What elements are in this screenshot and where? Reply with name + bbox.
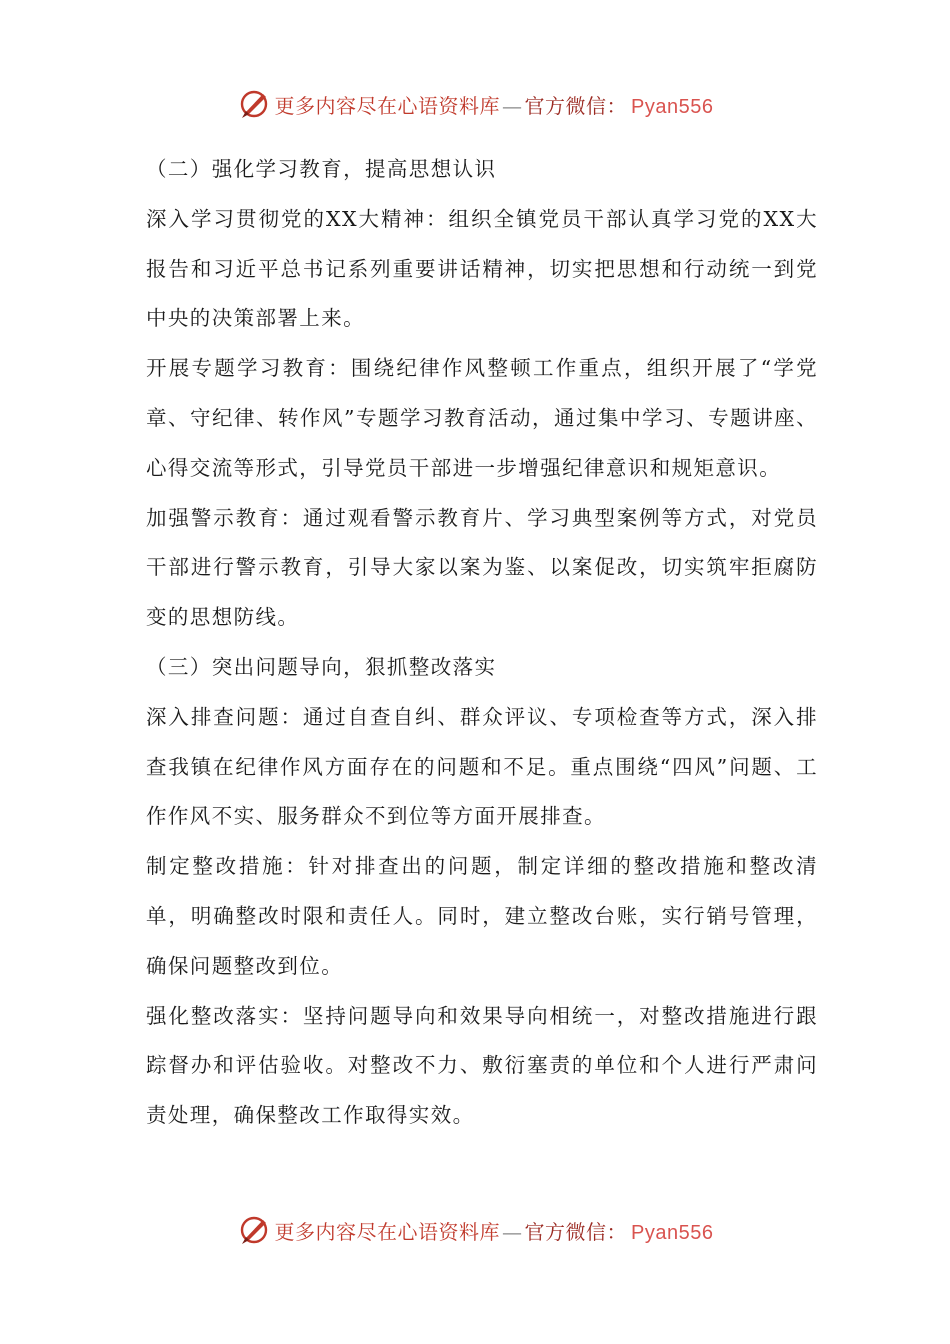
banner-main-text: 更多内容尽在心语资料库 xyxy=(274,93,501,118)
section-heading: （三）突出问题导向，狠抓整改落实 xyxy=(146,654,497,679)
section-heading: （二）强化学习教育，提高思想认识 xyxy=(146,157,497,181)
paragraph: 强化整改落实：坚持问题导向和效果导向相统一，对整改措施进行跟踪督办和评估验收。对整改不力、敷衍塞责的单位和个人进行严肃问责处理，确保整改工作取得实效。 xyxy=(146,1003,818,1128)
paragraph: 深入学习贯彻党的XX大精神：组织全镇党员干部认真学习党的XX大报告和习近平总书记系列重要讲话精神，切实把思想和行动统一到党中央的决策部署上来。 xyxy=(146,206,818,331)
banner-dash: — xyxy=(502,1219,523,1244)
pen-logo-icon xyxy=(237,1213,271,1247)
paragraph: 开展专题学习教育：围绕纪律作风整顿工作重点，组织开展了“学党章、守纪律、转作风”专题学习教育活动，通过集中学习、专题讲座、心得交流等形式，引导党员干部进一步增强纪律意识和规矩意识。 xyxy=(146,356,818,480)
header-banner xyxy=(0,84,950,124)
paragraph: 制定整改措施：针对排查出的问题，制定详细的整改措施和整改清单，明确整改时限和责任人。同时，建立整改台账，实行销号管理，确保问题整改到位。 xyxy=(146,854,818,978)
banner-wechat-id: Pyan556 xyxy=(631,1221,714,1244)
banner-dash: — xyxy=(502,93,523,118)
banner-wechat-label: 官方微信： xyxy=(524,93,628,118)
banner-text xyxy=(275,1216,714,1245)
banner-text xyxy=(275,90,714,119)
paragraph: 深入排查问题：通过自查自纠、群众评议、专项检查等方式，深入排查我镇在纪律作风方面存在的问题和不足。重点围绕“四风”问题、工作作风不实、服务群众不到位等方面开展排查。 xyxy=(146,704,818,829)
footer-banner xyxy=(0,1210,950,1250)
pen-logo-icon xyxy=(237,87,271,121)
paragraph: 加强警示教育：通过观看警示教育片、学习典型案例等方式，对党员干部进行警示教育，引导大家以案为鉴、以案促改，切实筑牢拒腐防变的思想防线。 xyxy=(146,505,818,630)
banner-wechat-id: Pyan556 xyxy=(631,95,714,118)
banner-main-text: 更多内容尽在心语资料库 xyxy=(274,1219,501,1244)
document-body xyxy=(146,145,818,1141)
banner-wechat-label: 官方微信： xyxy=(524,1219,628,1244)
